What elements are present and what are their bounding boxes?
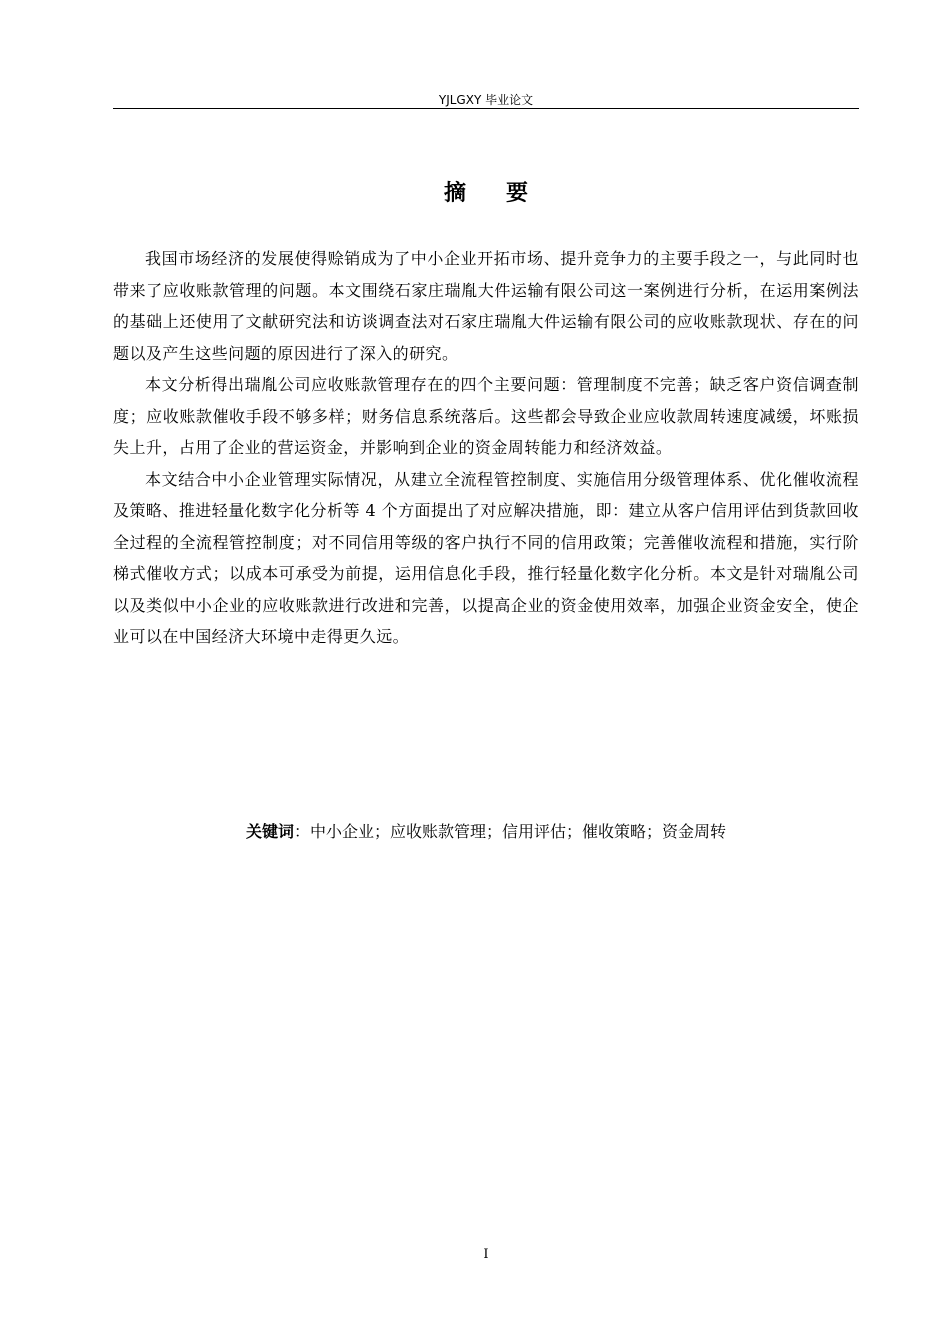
abstract-body [113,243,859,653]
abstract-title-char-1: 摘 [443,181,466,206]
header-rule [113,108,859,109]
keywords-separator: ： [293,822,310,841]
keywords-label: 关键词 [245,822,294,841]
abstract-title [113,178,859,210]
running-header: YJLGXY 毕业论文 [438,93,534,107]
abstract-paragraph-1: 我国市场经济的发展使得赊销成为了中小企业开拓市场、提升竞争力的主要手段之一，与此同时也带来了应收账款管理的问题。本文围绕石家庄瑞胤大件运输有限公司这一案例进行分析，在运用案例法的基础上还使用了文献研究法和访谈调查法对石家庄瑞胤大件运输有限公司的应收账款现状、存在的问题以及产生这些问题的原因进行了深入的研究。 [113,249,859,363]
abstract-title-char-2: 要 [506,181,529,206]
abstract-paragraph-2: 本文分析得出瑞胤公司应收账款管理存在的四个主要问题：管理制度不完善；缺乏客户资信调查制度；应收账款催收手段不够多样；财务信息系统落后。这些都会导致企业应收款周转速度减缓，坏账损失上升，占用了企业的营运资金，并影响到企业的资金周转能力和经济效益。 [113,375,859,457]
keywords-text: 中小企业；应收账款管理；信用评估；催收策略；资金周转 [310,822,727,841]
abstract-paragraph-3: 本文结合中小企业管理实际情况，从建立全流程管控制度、实施信用分级管理体系、优化催收流程及策略、推进轻量化数字化分析等 4 个方面提出了对应解决措施，即：建立从客户信用评估到货款回收全过程的全流程管控制度；对不同信用等级的客户执行不同的信用政策；完善催收流程和措施，实行阶梯式催收方式；以成本可承受为前提，运用信息化手段，推行轻量化数字化分析。本文是针对瑞胤公司以及类似中小企业的应收账款进行改进和完善，以提高企业的资金使用效率，加强企业资金安全，使企业可以在中国经济大环境中走得更久远。 [113,469,859,646]
page-number: I [483,1247,489,1262]
keywords-line [113,818,859,846]
